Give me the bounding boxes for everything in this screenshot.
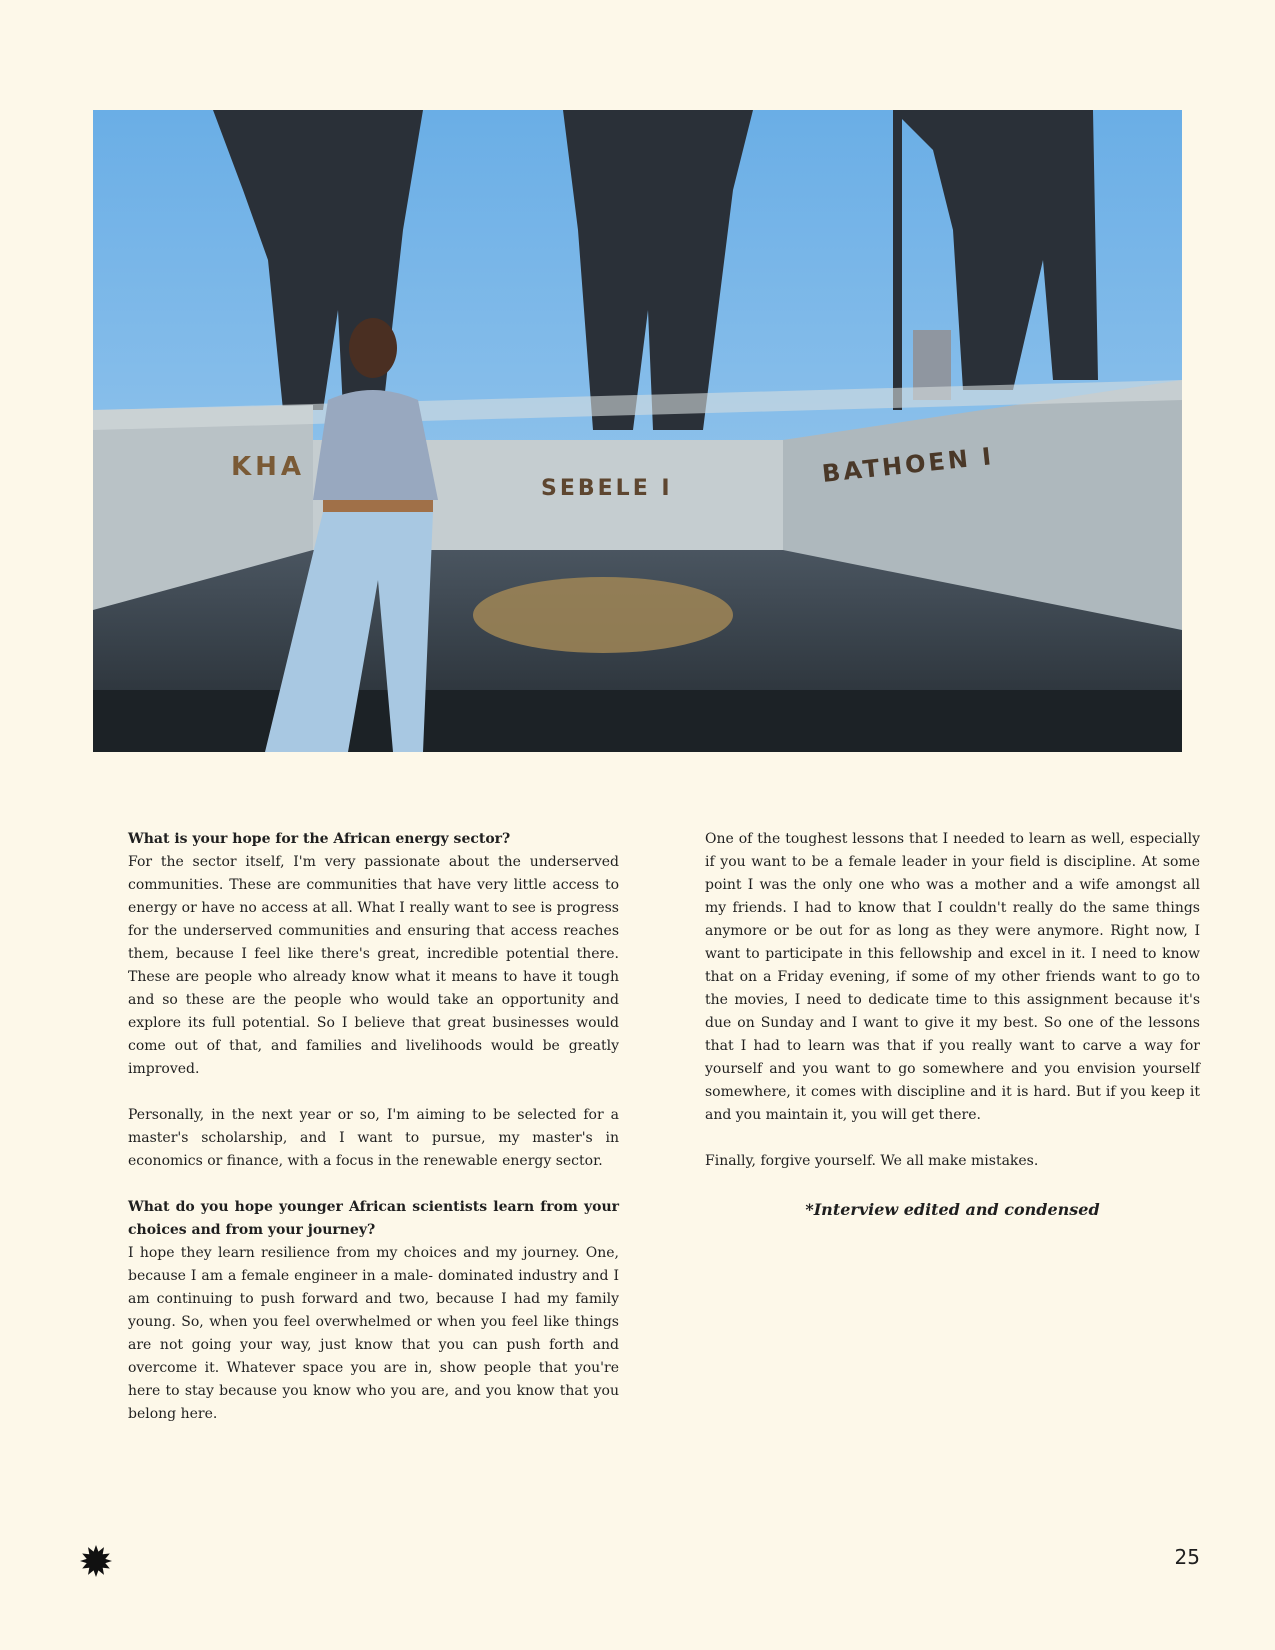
answer-masters-plans: Personally, in the next year or so, I'm aiming to be selected for a master's scholarship, and I want to pursue, my master's in economics or finance, with a focus in the renewable energy sector. (128, 1107, 619, 1169)
feature-photo (93, 110, 1182, 752)
question-younger-scientists: What do you hope younger African scientists learn from your choices and from your journey? (128, 1199, 619, 1238)
answer-energy-sector: For the sector itself, I'm very passionate about the underserved communities. These are communities that have very little access to energy or have no access at all. What I really want to see is progress for the underserved communities and ensuring that access reaches them, because I feel like there's great, incredible potential there. These are people who already know what it means to have it tough and so these are the people who would take an opportunity and explore its full potential. So I believe that great businesses would come out of that, and families and livelihoods would be greatly improved. (128, 854, 619, 1077)
forgive-paragraph: Finally, forgive yourself. We all make mistakes. (705, 1153, 1039, 1169)
editorial-note: *Interview edited and condensed (805, 1200, 1100, 1219)
plaque-sebele: SEBELE I (541, 476, 673, 501)
starburst-icon (80, 1545, 112, 1577)
plaque-bathoen: BATHOEN I (820, 442, 996, 488)
question-energy-sector: What is your hope for the African energy sector? (128, 831, 511, 847)
page-number: 25 (1174, 1545, 1200, 1569)
answer-younger-scientists: I hope they learn resilience from my choices and my journey. One, because I am a female engineer in a male- dominated industry and I am continuing to push forward and two, because I had my family young. So, when you feel overwhelmed or when you feel like things are not going your way, just know that you can push forth and overcome it. Whatever space you are in, show people that you're here to stay because you know who you are, and you know that you belong here. (128, 1245, 619, 1422)
plaque-khama: KHA (231, 452, 306, 482)
discipline-paragraph: One of the toughest lessons that I needed to learn as well, especially if you want to be a female leader in your field is discipline. At some point I was the only one who was a mother and a wife amongst all my friends. I had to know that I couldn't really do the same things anymore or be out for as long as they were anymore. Right now, I want to participate in this fellowship and excel in it. I need to know that on a Friday evening, if some of my other friends want to go to the movies, I need to dedicate time to this assignment because it's due on Sunday and I want to give it my best. So one of the lessons that I had to learn was that if you really want to carve a way for yourself and you want to go somewhere and you envision yourself somewhere, it comes with discipline and it is hard. But if you keep it and you maintain it, you will get there. (705, 831, 1200, 1123)
right-column (705, 828, 1200, 1173)
left-column (128, 828, 619, 1426)
